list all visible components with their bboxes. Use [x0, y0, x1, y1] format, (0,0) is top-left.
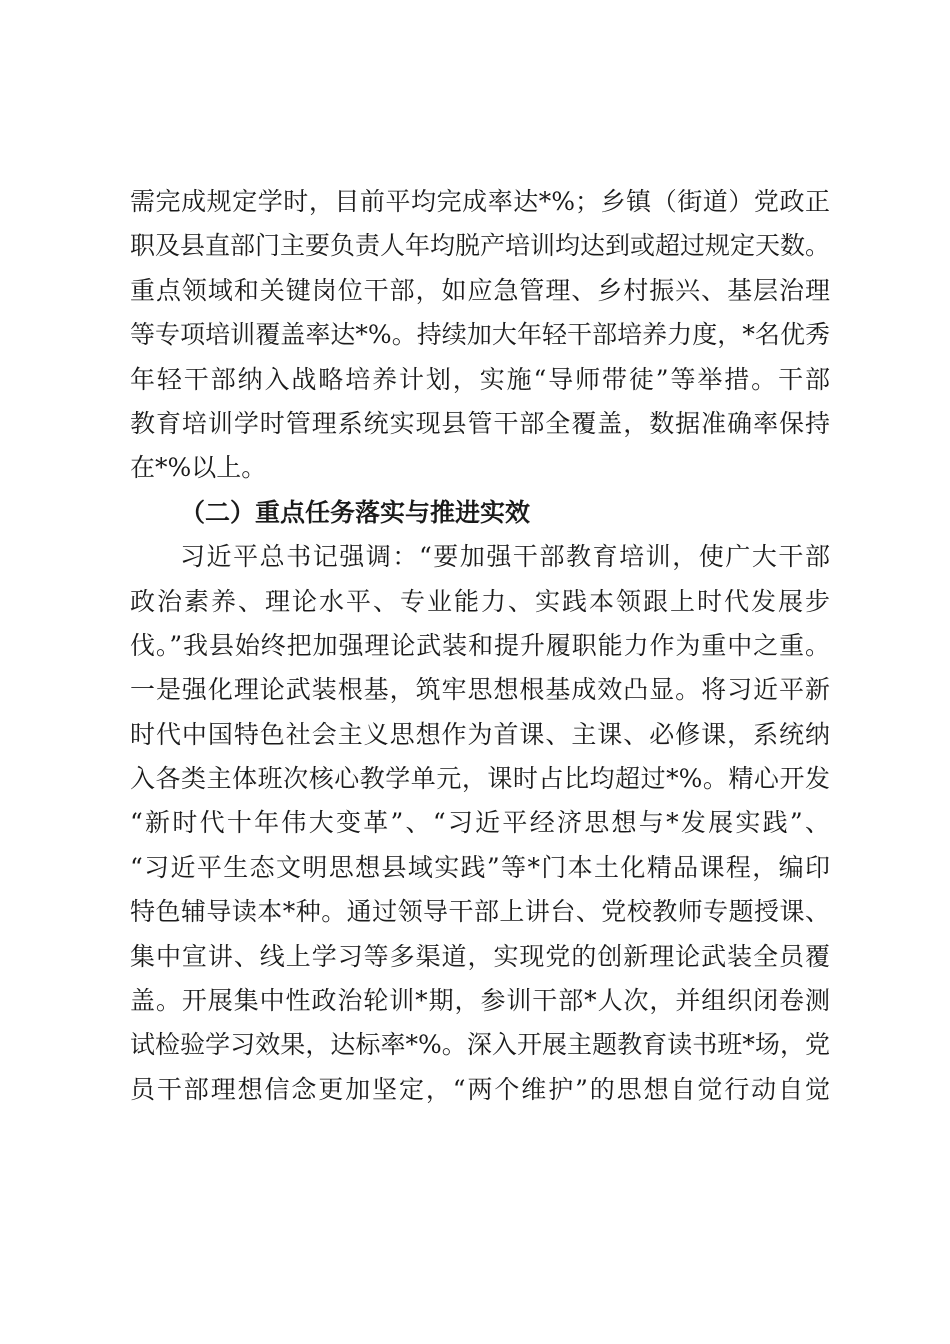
paragraph-line: 试检验学习效果，达标率*%。深入开展主题教育读书班*场，党 — [130, 1030, 830, 1060]
paragraph-line: 习近平总书记强调：“要加强干部教育培训，使广大干部 — [180, 542, 830, 572]
section-heading: （二）重点任务落实与推进实效 — [180, 497, 531, 527]
paragraph-line: 在*%以上。 — [130, 453, 267, 483]
document-body — [130, 180, 830, 1112]
paragraph-line: 特色辅导读本*种。通过领导干部上讲台、党校教师专题授课、 — [130, 897, 830, 927]
paragraph-line: 时代中国特色社会主义思想作为首课、主课、必修课，系统纳 — [130, 719, 830, 749]
paragraph-line: 教育培训学时管理系统实现县管干部全覆盖，数据准确率保持 — [130, 408, 830, 438]
paragraph-line: 员干部理想信念更加坚定，“两个维护”的思想自觉行动自觉 — [130, 1074, 830, 1104]
paragraph-line: 重点领域和关键岗位干部，如应急管理、乡村振兴、基层治理 — [130, 275, 830, 305]
paragraph-line: 一是强化理论武装根基，筑牢思想根基成效凸显。将习近平新 — [130, 675, 830, 705]
paragraph-line: 集中宣讲、线上学习等多渠道，实现党的创新理论武装全员覆 — [130, 941, 830, 971]
paragraph-line: 需完成规定学时，目前平均完成率达*%；乡镇（街道）党政正 — [130, 187, 830, 216]
paragraph-line: “新时代十年伟大变革”、“习近平经济思想与*发展实践”、 — [130, 808, 830, 838]
paragraph-line: 等专项培训覆盖率达*%。持续加大年轻干部培养力度，*名优秀 — [130, 320, 830, 350]
paragraph-line: 入各类主体班次核心教学单元，课时占比均超过*%。精心开发 — [130, 764, 830, 794]
paragraph-line: 盖。开展集中性政治轮训*期，参训干部*人次，并组织闭卷测 — [130, 986, 830, 1016]
paragraph-line: 职及县直部门主要负责人年均脱产培训均达到或超过规定天数。 — [130, 231, 831, 261]
paragraph-line: 政治素养、理论水平、专业能力、实践本领跟上时代发展步 — [130, 586, 830, 616]
paragraph-line: 年轻干部纳入战略培养计划，实施“导师带徒”等举措。干部 — [130, 364, 830, 394]
paragraph-line: “习近平生态文明思想县域实践”等*门本土化精品课程，编印 — [130, 852, 830, 882]
paragraph-line: 伐。”我县始终把加强理论武装和提升履职能力作为重中之重。 — [130, 630, 830, 660]
